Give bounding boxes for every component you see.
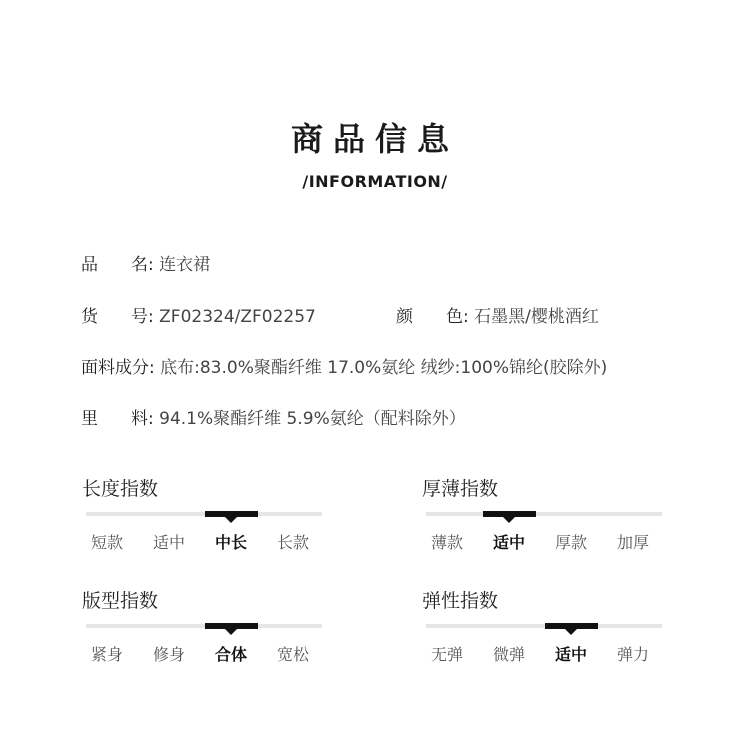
index-option: 中长: [214, 533, 247, 552]
name-label-b: 名:: [131, 255, 154, 275]
index-track: [86, 624, 322, 628]
sku-label-a: 货: [81, 307, 98, 327]
index-indicator: [545, 623, 598, 629]
index-option: 适中: [554, 645, 587, 664]
index-indicator: [205, 511, 258, 517]
fabric-label: 面料成分:: [81, 358, 155, 378]
index-thickness: [422, 474, 662, 554]
lining-label-a: 里: [81, 409, 98, 429]
index-title: 弹性指数: [422, 590, 499, 612]
pointer-icon: [225, 629, 237, 635]
pointer-icon: [225, 517, 237, 523]
pointer-icon: [503, 517, 515, 523]
index-option: 厚款: [554, 533, 587, 552]
sku-label-b: 号:: [131, 307, 154, 327]
spec-row-fabric: [81, 353, 607, 378]
index-option: 宽松: [276, 645, 309, 664]
index-option: 修身: [152, 645, 185, 664]
name-label-a: 品: [81, 255, 98, 275]
color-value: 石墨黑/樱桃酒红: [474, 307, 599, 327]
index-option: 微弹: [492, 645, 525, 664]
index-option: 加厚: [616, 533, 649, 552]
spec-row-color: [396, 302, 599, 327]
index-track: [426, 512, 662, 516]
index-option: 无弹: [430, 645, 463, 664]
fabric-value: 底布:83.0%聚酯纤维 17.0%氨纶 绒纱:100%锦纶(胶除外): [160, 358, 608, 378]
index-option: 适中: [492, 533, 525, 552]
index-option: 长款: [276, 533, 309, 552]
index-option: 弹力: [616, 645, 649, 664]
spec-row-lining: [81, 404, 466, 429]
index-option: 紧身: [90, 645, 123, 664]
sku-value: ZF02324/ZF02257: [159, 307, 316, 327]
index-option: 短款: [90, 533, 123, 552]
index-length: [82, 474, 322, 554]
spec-row-sku: [81, 302, 316, 327]
index-title: 版型指数: [82, 590, 159, 612]
index-track: [86, 512, 322, 516]
name-value: 连衣裙: [159, 255, 211, 275]
pointer-icon: [565, 629, 577, 635]
index-title: 厚薄指数: [422, 478, 499, 500]
color-label-b: 色:: [446, 307, 469, 327]
index-option: 合体: [214, 645, 247, 664]
index-track: [426, 624, 662, 628]
spec-row-name: [81, 250, 210, 275]
index-title: 长度指数: [82, 478, 159, 500]
lining-value: 94.1%聚酯纤维 5.9%氨纶（配料除外）: [159, 409, 466, 429]
index-option: 薄款: [430, 533, 463, 552]
page-subtitle: /INFORMATION/: [302, 172, 448, 191]
lining-label-b: 料:: [131, 409, 154, 429]
index-fit: [82, 586, 322, 666]
index-indicator: [483, 511, 536, 517]
index-option: 适中: [152, 533, 185, 552]
index-indicator: [205, 623, 258, 629]
page-title: 商品信息: [290, 120, 459, 158]
color-label-a: 颜: [396, 307, 413, 327]
index-elasticity: [422, 586, 662, 666]
